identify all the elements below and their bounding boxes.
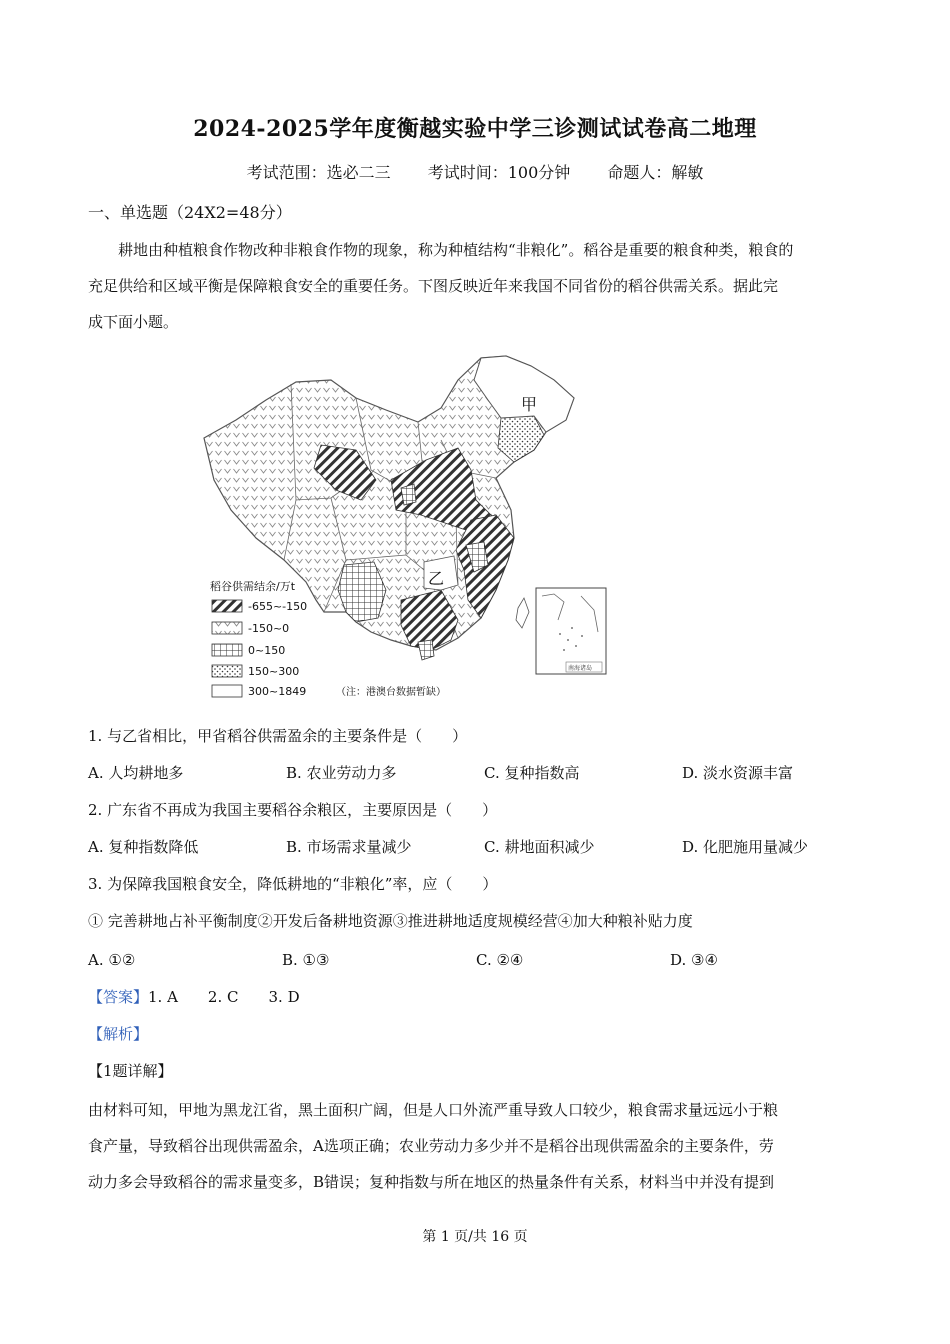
exam-author: 命题人：解敏	[607, 163, 704, 182]
question-2-stem: 2. 广东省不再成为我国主要稻谷余粮区，主要原因是（ ）	[88, 801, 498, 819]
legend-item: 300~1849	[248, 685, 307, 698]
q3-option-d[interactable]: D. ③④	[670, 951, 718, 969]
q1-option-b[interactable]: B. 农业劳动力多	[286, 764, 397, 782]
q1-option-c[interactable]: C. 复种指数高	[484, 764, 580, 782]
detail-label: 【1题详解】	[88, 1062, 173, 1080]
question-3-stem: 3. 为保障我国粮食安全，降低耕地的“非粮化”率，应（ ）	[88, 875, 498, 893]
analysis-label: 【解析】	[88, 1025, 149, 1043]
intro-line: 耕地由种植粮食作物改种非粮食作物的现象，称为种植结构“非粮化”。稻谷是重要的粮食种类，粮食的	[118, 241, 794, 259]
q2-option-d[interactable]: D. 化肥施用量减少	[682, 838, 809, 856]
page-title: 2024-2025学年度衡越实验中学三诊测试试卷高二地理	[193, 116, 757, 142]
south-china-sea-inset	[536, 588, 606, 674]
question-1-stem: 1. 与乙省相比，甲省稻谷供需盈余的主要条件是（ ）	[88, 727, 468, 745]
inset-label: 南海诸岛	[568, 665, 593, 672]
rice-supply-map	[196, 350, 616, 700]
exam-scope: 考试范围：选必二三	[246, 163, 391, 182]
exam-time: 考试时间：100分钟	[427, 163, 571, 182]
intro-line: 充足供给和区域平衡是保障粮食安全的重要任务。下图反映近年来我国不同省份的稻谷供需关系。据此完	[88, 277, 779, 295]
map-region-grid	[401, 484, 416, 505]
q1-option-a[interactable]: A. 人均耕地多	[88, 764, 184, 782]
detail-line: 动力多会导致稻谷的需求量变多，B错误；复种指数与所在地区的热量条件有关系，材料当中并没有提到	[88, 1173, 775, 1191]
q2-option-c[interactable]: C. 耕地面积减少	[484, 838, 595, 856]
answer-line	[88, 987, 888, 1007]
q2-option-a[interactable]: A. 复种指数降低	[88, 838, 199, 856]
map-island-taiwan	[516, 598, 529, 628]
legend-title: 稻谷供需结余/万t	[210, 580, 296, 593]
question-3-statements: ① 完善耕地占补平衡制度②开发后备耕地资源③推进耕地适度规模经营④加大种粮补贴力度	[88, 912, 693, 930]
map-label-jia: 甲	[521, 395, 538, 414]
detail-line: 由材料可知，甲地为黑龙江省，黑土面积广阔，但是人口外流严重导致人口较少，粮食需求量远远小于粮	[88, 1101, 779, 1119]
legend-item: 0~150	[248, 644, 286, 657]
q3-option-c[interactable]: C. ②④	[476, 951, 524, 969]
answer-text: 1. A 2. C 3. D	[148, 988, 300, 1006]
legend-item: -655~-150	[248, 600, 308, 613]
legend-item: -150~0	[248, 622, 290, 635]
map-label-yi: 乙	[428, 569, 445, 588]
q3-option-a[interactable]: A. ①②	[88, 951, 136, 969]
q2-option-b[interactable]: B. 市场需求量减少	[286, 838, 412, 856]
legend-item: 150~300	[248, 665, 300, 678]
section-title: 一、单选题（24X2=48分）	[88, 203, 292, 222]
detail-line: 食产量，导致稻谷出现供需盈余，A选项正确；农业劳动力多少并不是稻谷出现供需盈余的主要条件，劳	[88, 1137, 774, 1155]
page-footer: 第 1 页/共 16 页	[422, 1229, 528, 1245]
q3-option-b[interactable]: B. ①③	[282, 951, 330, 969]
map-region-grid	[418, 640, 434, 660]
legend-note: （注：港澳台数据暂缺）	[336, 687, 446, 698]
answer-label: 【答案】	[88, 988, 149, 1006]
q1-option-d[interactable]: D. 淡水资源丰富	[682, 764, 794, 782]
intro-line: 成下面小题。	[88, 313, 179, 331]
exam-info	[0, 160, 950, 183]
